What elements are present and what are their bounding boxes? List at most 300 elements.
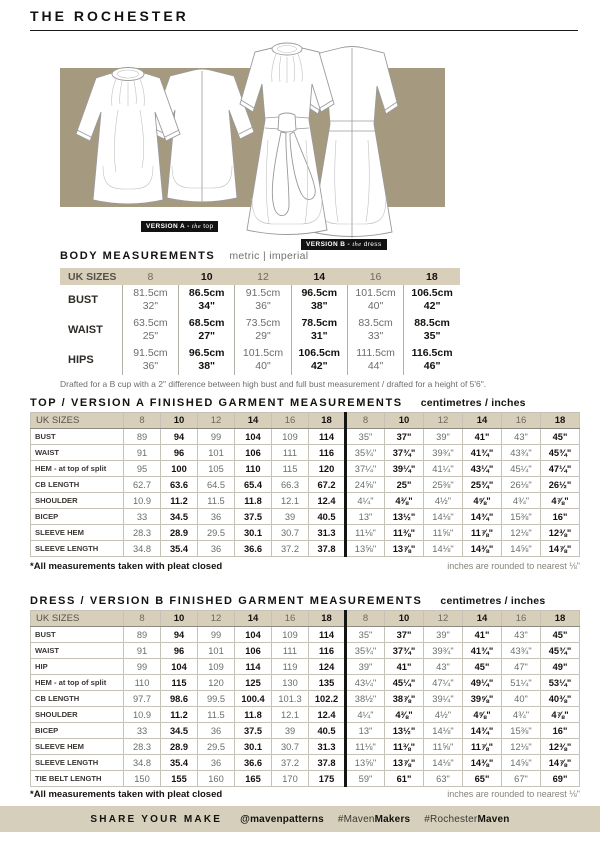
measurement-cell-cm: 28.3 — [124, 739, 161, 755]
size-header: 8 — [124, 611, 161, 627]
measurement-cell-cm: 106 — [235, 445, 272, 461]
measurement-cell-cm: 33 — [124, 723, 161, 739]
measurement-cell-cm: 12.4 — [309, 493, 346, 509]
measurement-cell: 101.5cm 40" — [235, 345, 291, 375]
measurement-cell-inches: 43" — [502, 429, 541, 445]
row-label: BUST — [31, 429, 124, 445]
measurement-cell-cm: 67.2 — [309, 477, 346, 493]
row-label: BUST — [31, 627, 124, 643]
body-measurements-table — [60, 268, 460, 375]
measurement-cell-cm: 99 — [198, 429, 235, 445]
measurement-cell-inches: 38⅞" — [385, 691, 424, 707]
measurement-cell-inches: 37" — [385, 627, 424, 643]
measurement-cell-cm: 120 — [198, 675, 235, 691]
table-row — [60, 345, 460, 375]
measurement-cell-cm: 100.4 — [235, 691, 272, 707]
measurement-cell-cm: 64.5 — [198, 477, 235, 493]
measurement-cell-inches: 14⅛" — [424, 755, 463, 771]
measurement-cell-inches: 4⅜" — [385, 493, 424, 509]
measurement-cell-inches: 65" — [463, 771, 502, 787]
dress-measurements-table — [30, 610, 580, 787]
measurement-cell-cm: 109 — [272, 429, 309, 445]
pleat-note: *All measurements taken with pleat closed — [30, 561, 223, 572]
measurement-cell-inches: 38½" — [346, 691, 385, 707]
dress-table-notes — [30, 789, 580, 800]
measurement-cell-cm: 124 — [309, 659, 346, 675]
row-label: SLEEVE LENGTH — [31, 755, 124, 771]
size-header: 18 — [541, 413, 580, 429]
table-corner-label: UK SIZES — [60, 268, 122, 285]
measurement-cell-inches: 45" — [541, 627, 580, 643]
measurement-cell: 96.5cm 38" — [179, 345, 235, 375]
measurement-cell-cm: 65.4 — [235, 477, 272, 493]
measurement-cell-inches: 14⅛" — [424, 541, 463, 557]
size-header: 18 — [404, 268, 460, 285]
size-header: 14 — [291, 268, 347, 285]
measurement-cell-inches: 39⅝" — [463, 691, 502, 707]
size-header: 14 — [235, 611, 272, 627]
measurement-cell-cm: 33 — [124, 509, 161, 525]
measurement-cell-cm: 99 — [124, 659, 161, 675]
table-row — [60, 285, 460, 315]
size-header: 8 — [346, 413, 385, 429]
measurement-cell-cm: 36 — [198, 509, 235, 525]
measurement-cell-cm: 101.3 — [272, 691, 309, 707]
share-footer — [0, 806, 600, 832]
measurement-cell-inches: 43¾" — [502, 445, 541, 461]
row-label: HEM - at top of split — [31, 461, 124, 477]
row-label: HIPS — [68, 354, 94, 366]
measurement-cell-cm: 39 — [272, 723, 309, 739]
measurement-cell-inches: 12⅜" — [541, 739, 580, 755]
measurement-cell-inches: 13⅝" — [346, 541, 385, 557]
measurement-cell-inches: 69" — [541, 771, 580, 787]
measurement-cell-inches: 53¼" — [541, 675, 580, 691]
size-header: 16 — [502, 413, 541, 429]
share-your-make-label: SHARE YOUR MAKE — [90, 813, 223, 825]
rounding-note: inches are rounded to nearest ⅛" — [447, 561, 580, 571]
measurement-cell-cm: 102.2 — [309, 691, 346, 707]
measurement-cell-cm: 91 — [124, 643, 161, 659]
measurement-cell-cm: 30.7 — [272, 739, 309, 755]
measurement-cell-inches: 14⅝" — [502, 541, 541, 557]
table-corner-label: UK SIZES — [31, 611, 124, 627]
table-row — [31, 643, 580, 659]
measurement-cell: 101.5cm 40" — [347, 285, 403, 315]
size-header: 18 — [309, 413, 346, 429]
measurement-cell-cm: 165 — [235, 771, 272, 787]
row-label: HEM - at top of split — [31, 675, 124, 691]
measurement-cell-cm: 91 — [124, 445, 161, 461]
row-label: CB LENGTH — [31, 691, 124, 707]
measurement-cell-cm: 99.5 — [198, 691, 235, 707]
row-label: BUST — [68, 294, 98, 306]
table-row — [31, 429, 580, 445]
size-header: 12 — [424, 413, 463, 429]
measurement-cell-cm: 40.5 — [309, 723, 346, 739]
hashtag-mavenmakers: #MavenMakers — [337, 813, 411, 825]
measurement-cell-inches: 47¼" — [424, 675, 463, 691]
table-row — [31, 739, 580, 755]
measurement-cell-inches: 15⅜" — [502, 509, 541, 525]
page-title: THE ROCHESTER — [30, 8, 189, 24]
measurement-cell: 88.5cm 35" — [404, 315, 460, 345]
table-row — [31, 691, 580, 707]
measurement-cell: 111.5cm 44" — [347, 345, 403, 375]
measurement-cell-inches: 25⅜" — [424, 477, 463, 493]
row-label: HIP — [31, 659, 124, 675]
measurement-cell-inches: 13" — [346, 723, 385, 739]
measurement-cell: 73.5cm 29" — [235, 315, 291, 345]
measurement-cell-cm: 30.7 — [272, 525, 309, 541]
table-row — [31, 675, 580, 691]
measurement-cell-inches: 12⅛" — [502, 739, 541, 755]
measurement-cell-cm: 130 — [272, 675, 309, 691]
row-label: SLEEVE HEM — [31, 525, 124, 541]
measurement-cell-cm: 36 — [198, 723, 235, 739]
measurement-cell-inches: 14⅜" — [463, 755, 502, 771]
measurement-cell-cm: 114 — [309, 627, 346, 643]
table-row — [31, 445, 580, 461]
measurement-cell-inches: 47¼" — [541, 461, 580, 477]
measurement-cell-inches: 47" — [502, 659, 541, 675]
measurement-cell-cm: 109 — [198, 659, 235, 675]
measurement-cell-inches: 14⅞" — [541, 755, 580, 771]
measurement-cell-cm: 11.2 — [161, 707, 198, 723]
measurement-cell-inches: 35" — [346, 429, 385, 445]
measurement-cell-cm: 36.6 — [235, 755, 272, 771]
measurement-cell-inches: 39" — [424, 429, 463, 445]
measurement-cell-cm: 120 — [309, 461, 346, 477]
measurement-cell-cm: 11.2 — [161, 493, 198, 509]
measurement-cell-cm: 39 — [272, 509, 309, 525]
measurement-cell-cm: 100 — [161, 461, 198, 477]
measurement-cell-inches: 14¾" — [463, 723, 502, 739]
measurement-cell-inches: 43¼" — [346, 675, 385, 691]
table-row — [31, 525, 580, 541]
measurement-cell-cm: 105 — [198, 461, 235, 477]
measurement-cell-inches: 39¾" — [424, 643, 463, 659]
measurement-cell-inches: 59" — [346, 771, 385, 787]
row-label: SHOULDER — [31, 493, 124, 509]
measurement-cell-cm: 104 — [235, 627, 272, 643]
measurement-cell-inches: 13" — [346, 509, 385, 525]
body-measurements-heading: BODY MEASUREMENTS metric | imperial — [60, 250, 309, 262]
row-label: WAIST — [31, 643, 124, 659]
measurement-cell-cm: 37.2 — [272, 541, 309, 557]
measurement-cell-cm: 89 — [124, 627, 161, 643]
measurement-cell-inches: 15⅜" — [502, 723, 541, 739]
measurement-cell-inches: 14⅛" — [424, 509, 463, 525]
measurement-cell-inches: 41¾" — [463, 445, 502, 461]
measurement-cell-cm: 66.3 — [272, 477, 309, 493]
measurement-cell-cm: 89 — [124, 429, 161, 445]
version-b-label: VERSION B - the dress — [301, 239, 387, 250]
measurement-cell-cm: 99 — [198, 627, 235, 643]
instagram-handle: @mavenpatterns — [240, 813, 324, 825]
measurement-cell-inches: 41" — [385, 659, 424, 675]
size-header: 8 — [346, 611, 385, 627]
size-header: 18 — [541, 611, 580, 627]
measurement-cell-inches: 14⅝" — [502, 755, 541, 771]
measurement-cell-cm: 115 — [161, 675, 198, 691]
table-row — [31, 771, 580, 787]
measurement-cell-inches: 37¼" — [346, 461, 385, 477]
hashtag-rochestermaven: #RochesterMaven — [424, 813, 510, 825]
measurement-cell-inches: 4¾" — [502, 493, 541, 509]
table-row — [31, 627, 580, 643]
measurement-cell-inches: 39" — [424, 627, 463, 643]
measurement-cell-cm: 111 — [272, 445, 309, 461]
measurement-cell-inches: 4½" — [424, 707, 463, 723]
measurement-cell-cm: 34.5 — [161, 723, 198, 739]
table-row — [31, 541, 580, 557]
measurement-cell-inches: 35" — [346, 627, 385, 643]
measurement-cell-cm: 12.4 — [309, 707, 346, 723]
version-a-label: VERSION A - the top — [141, 221, 218, 232]
size-header: 10 — [161, 611, 198, 627]
measurement-cell-cm: 116 — [309, 643, 346, 659]
measurement-cell-inches: 39¼" — [424, 691, 463, 707]
dress-table-units: centimetres / inches — [440, 595, 546, 607]
measurement-cell-cm: 114 — [309, 429, 346, 445]
table-row — [31, 477, 580, 493]
measurement-cell-inches: 40" — [502, 691, 541, 707]
size-header: 10 — [385, 611, 424, 627]
measurement-cell-inches: 11⅜" — [385, 525, 424, 541]
size-header: 16 — [272, 611, 309, 627]
measurement-cell-inches: 67" — [502, 771, 541, 787]
measurement-cell: 68.5cm 27" — [179, 315, 235, 345]
pleat-note: *All measurements taken with pleat closed — [30, 789, 223, 800]
row-label: SLEEVE HEM — [31, 739, 124, 755]
top-table-heading: TOP / VERSION A FINISHED GARMENT MEASUREMENTS centimetres / inches — [30, 397, 526, 409]
measurement-cell-inches: 35¾" — [346, 643, 385, 659]
table-row — [60, 315, 460, 345]
measurement-cell-cm: 111 — [272, 643, 309, 659]
size-header: 14 — [463, 611, 502, 627]
table-row — [31, 707, 580, 723]
measurement-cell-cm: 119 — [272, 659, 309, 675]
measurement-cell: 106.5cm 42" — [404, 285, 460, 315]
size-header: 10 — [385, 413, 424, 429]
size-header-row — [60, 268, 460, 285]
measurement-cell-cm: 114 — [235, 659, 272, 675]
measurement-cell-inches: 41¾" — [463, 643, 502, 659]
measurement-cell-cm: 29.5 — [198, 739, 235, 755]
measurement-cell-cm: 110 — [235, 461, 272, 477]
measurement-cell-inches: 45" — [541, 429, 580, 445]
measurement-cell-inches: 13⅞" — [385, 541, 424, 557]
measurement-cell-cm: 94 — [161, 627, 198, 643]
size-header: 16 — [272, 413, 309, 429]
size-header-row — [31, 413, 580, 429]
rounding-note: inches are rounded to nearest ⅛" — [447, 789, 580, 799]
measurement-cell-inches: 11⅝" — [424, 739, 463, 755]
measurement-cell-inches: 13½" — [385, 509, 424, 525]
measurement-cell-cm: 36 — [198, 541, 235, 557]
dress-table-heading: DRESS / VERSION B FINISHED GARMENT MEASUREMENTS centimetres / inches — [30, 595, 546, 607]
measurement-cell-cm: 116 — [309, 445, 346, 461]
size-header: 12 — [235, 268, 291, 285]
body-measurements-note: Drafted for a B cup with a 2" difference between high bust and full bust measurement / drafted for a height of 5'6". — [60, 379, 487, 389]
measurement-cell-inches: 13⅞" — [385, 755, 424, 771]
top-table-notes — [30, 561, 580, 572]
row-label: WAIST — [31, 445, 124, 461]
measurement-cell-inches: 4⅞" — [541, 493, 580, 509]
measurement-cell-inches: 49¼" — [463, 675, 502, 691]
size-header: 8 — [124, 413, 161, 429]
top-measurements-table — [30, 412, 580, 557]
measurement-cell-inches: 12⅜" — [541, 525, 580, 541]
measurement-cell-cm: 109 — [272, 627, 309, 643]
size-header: 12 — [424, 611, 463, 627]
measurement-cell-cm: 30.1 — [235, 525, 272, 541]
measurement-cell-cm: 40.5 — [309, 509, 346, 525]
measurement-cell-cm: 34.5 — [161, 509, 198, 525]
measurement-cell-inches: 45¼" — [502, 461, 541, 477]
measurement-cell-inches: 4⅜" — [385, 707, 424, 723]
measurement-cell-cm: 104 — [161, 659, 198, 675]
measurement-cell-inches: 11⅜" — [385, 739, 424, 755]
size-header: 12 — [198, 413, 235, 429]
measurement-cell-inches: 37" — [385, 429, 424, 445]
measurement-cell-inches: 13⅝" — [346, 755, 385, 771]
measurement-cell-inches: 63" — [424, 771, 463, 787]
measurement-cell-cm: 28.3 — [124, 525, 161, 541]
measurement-cell-cm: 11.5 — [198, 707, 235, 723]
size-header-row — [31, 611, 580, 627]
measurement-cell-cm: 11.8 — [235, 707, 272, 723]
measurement-cell-inches: 4⅞" — [541, 707, 580, 723]
measurement-cell-inches: 13½" — [385, 723, 424, 739]
measurement-cell-cm: 115 — [272, 461, 309, 477]
garment-illustration — [0, 40, 600, 255]
measurement-cell-inches: 43¾" — [502, 643, 541, 659]
measurement-cell-inches: 25" — [385, 477, 424, 493]
measurement-cell: 91.5cm 36" — [235, 285, 291, 315]
measurement-cell-inches: 26⅛" — [502, 477, 541, 493]
measurement-cell-inches: 43¼" — [463, 461, 502, 477]
measurement-cell: 86.5cm 34" — [179, 285, 235, 315]
measurement-cell-inches: 45" — [463, 659, 502, 675]
size-header: 10 — [179, 268, 235, 285]
measurement-cell-inches: 14¾" — [463, 509, 502, 525]
measurement-cell-inches: 41" — [463, 429, 502, 445]
measurement-cell: 83.5cm 33" — [347, 315, 403, 345]
measurement-cell-cm: 31.3 — [309, 525, 346, 541]
measurement-cell-inches: 12⅛" — [502, 525, 541, 541]
measurement-cell-inches: 11⅛" — [346, 525, 385, 541]
size-header: 16 — [502, 611, 541, 627]
measurement-cell-cm: 31.3 — [309, 739, 346, 755]
measurement-cell-inches: 4½" — [424, 493, 463, 509]
measurement-cell: 106.5cm 42" — [291, 345, 347, 375]
measurement-cell-inches: 37¾" — [385, 643, 424, 659]
measurement-cell-cm: 175 — [309, 771, 346, 787]
table-row — [31, 723, 580, 739]
row-label: WAIST — [68, 324, 103, 336]
measurement-cell-cm: 62.7 — [124, 477, 161, 493]
measurement-cell-inches: 40⅜" — [541, 691, 580, 707]
measurement-cell-cm: 97.7 — [124, 691, 161, 707]
measurement-cell-inches: 4¼" — [346, 707, 385, 723]
table-row — [31, 659, 580, 675]
measurement-cell-cm: 160 — [198, 771, 235, 787]
table-row — [31, 493, 580, 509]
measurement-cell: 116.5cm 46" — [404, 345, 460, 375]
row-label: SLEEVE LENGTH — [31, 541, 124, 557]
measurement-cell-cm: 37.5 — [235, 723, 272, 739]
measurement-cell-inches: 16" — [541, 723, 580, 739]
table-row — [31, 755, 580, 771]
size-header: 14 — [235, 413, 272, 429]
measurement-cell-inches: 61" — [385, 771, 424, 787]
measurement-cell-inches: 43" — [502, 627, 541, 643]
measurement-cell-cm: 101 — [198, 643, 235, 659]
measurement-cell-inches: 25¾" — [463, 477, 502, 493]
table-row — [31, 509, 580, 525]
measurement-cell-inches: 41¼" — [424, 461, 463, 477]
row-label: CB LENGTH — [31, 477, 124, 493]
measurement-cell-inches: 45¾" — [541, 445, 580, 461]
measurement-cell: 91.5cm 36" — [122, 345, 178, 375]
row-label: BICEP — [31, 509, 124, 525]
measurement-cell-cm: 101 — [198, 445, 235, 461]
measurement-cell-inches: 11⅛" — [346, 739, 385, 755]
measurement-cell-inches: 51¼" — [502, 675, 541, 691]
measurement-cell-inches: 39" — [346, 659, 385, 675]
measurement-cell-inches: 26½" — [541, 477, 580, 493]
measurement-cell-cm: 37.5 — [235, 509, 272, 525]
row-label: TIE BELT LENGTH — [31, 771, 124, 787]
measurement-cell-cm: 29.5 — [198, 525, 235, 541]
measurement-cell-inches: 14⅞" — [541, 541, 580, 557]
measurement-cell-cm: 135 — [309, 675, 346, 691]
measurement-cell-cm: 11.8 — [235, 493, 272, 509]
measurement-cell-inches: 39¾" — [424, 445, 463, 461]
measurement-cell-inches: 14⅛" — [424, 723, 463, 739]
measurement-cell-cm: 96 — [161, 445, 198, 461]
measurement-cell-inches: 24⅝" — [346, 477, 385, 493]
size-header: 12 — [198, 611, 235, 627]
measurement-cell-cm: 110 — [124, 675, 161, 691]
measurement-cell-cm: 170 — [272, 771, 309, 787]
measurement-cell-cm: 10.9 — [124, 707, 161, 723]
top-table-units: centimetres / inches — [420, 397, 526, 409]
measurement-cell-cm: 125 — [235, 675, 272, 691]
measurement-cell-inches: 37¾" — [385, 445, 424, 461]
measurement-cell-inches: 45¾" — [541, 643, 580, 659]
measurement-cell-inches: 49" — [541, 659, 580, 675]
body-measurements-subheading: metric | imperial — [229, 250, 309, 262]
measurement-cell-cm: 36 — [198, 755, 235, 771]
measurement-cell-inches: 43" — [424, 659, 463, 675]
measurement-cell: 81.5cm 32" — [122, 285, 178, 315]
measurement-cell-cm: 37.8 — [309, 541, 346, 557]
measurement-cell-cm: 12.1 — [272, 493, 309, 509]
measurement-cell-cm: 10.9 — [124, 493, 161, 509]
size-header: 8 — [122, 268, 178, 285]
measurement-cell-cm: 12.1 — [272, 707, 309, 723]
size-header: 18 — [309, 611, 346, 627]
measurement-cell-cm: 35.4 — [161, 755, 198, 771]
measurement-cell-cm: 34.8 — [124, 755, 161, 771]
size-header: 10 — [161, 413, 198, 429]
measurement-cell-inches: 45¼" — [385, 675, 424, 691]
measurement-cell-cm: 35.4 — [161, 541, 198, 557]
measurement-cell: 96.5cm 38" — [291, 285, 347, 315]
